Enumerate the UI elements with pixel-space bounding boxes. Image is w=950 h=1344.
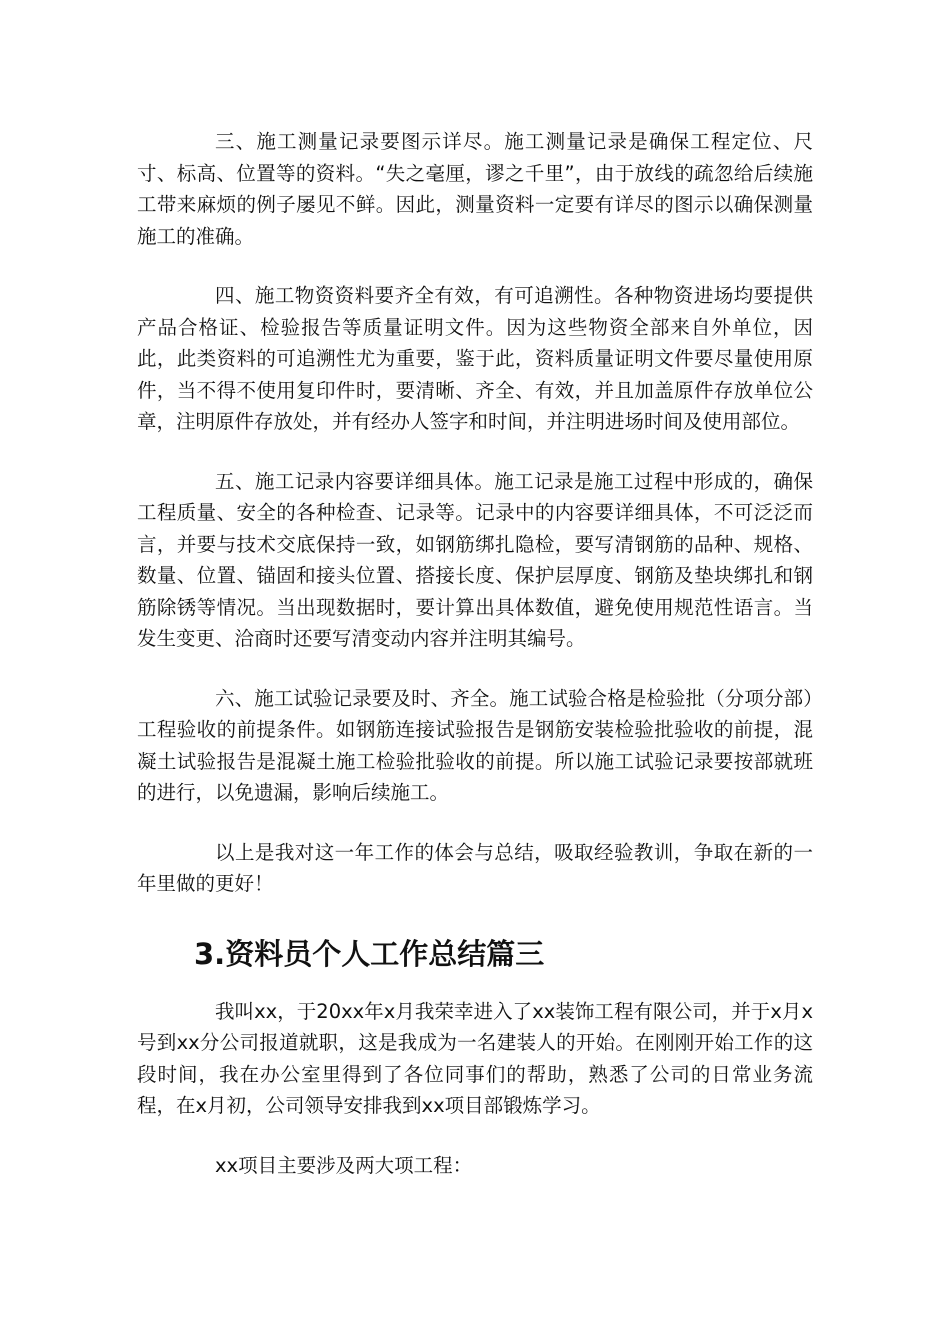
paragraph-closing: 以上是我对这一年工作的体会与总结，吸取经验教训，争取在新的一年里做的更好！ — [137, 840, 813, 895]
document-page — [137, 126, 813, 1181]
paragraph-construction-records: 五、施工记录内容要详细具体。施工记录是施工过程中形成的，确保工程质量、安全的各种检查、记录等。记录中的内容要详细具体，不可泛泛而言，并要与技术交底保持一致，如钢筋绑扎隐检，要写清钢筋的品种、规格、数量、位置、锚固和接头位置、搭接长度、保护层厚度、钢筋及垫块绑扎和钢筋除锈等情况。当出现数据时，要计算出具体数值，避免使用规范性语言。当发生变更、洽商时还要写清变动内容并注明其编号。 — [137, 469, 813, 650]
paragraph-material-records: 四、施工物资资料要齐全有效，有可追溯性。各种物资进场均要提供产品合格证、检验报告等质量证明文件。因为这些物资全部来自外单位，因此，此类资料的可追溯性尤为重要，鉴于此，资料质量证明文件要尽量使用原件，当不得不使用复印件时，要清晰、齐全、有效，并且加盖原件存放单位公章，注明原件存放处，并有经办人签字和时间，并注明进场时间及使用部位。 — [137, 284, 813, 433]
paragraph-test-records: 六、施工试验记录要及时、齐全。施工试验合格是检验批（分项分部）工程验收的前提条件。如钢筋连接试验报告是钢筋安装检验批验收的前提，混凝土试验报告是混凝土施工检验批验收的前提。所以施工试验记录要按部就班的进行，以免遗漏，影响后续施工。 — [137, 686, 813, 804]
paragraph-survey-records: 三、施工测量记录要图示详尽。施工测量记录是确保工程定位、尺寸、标高、位置等的资料。“失之毫厘，谬之千里”，由于放线的疏忽给后续施工带来麻烦的例子屡见不鲜。因此，测量资料一定要有详尽的图示以确保测量施工的准确。 — [137, 130, 813, 248]
paragraph-project: xx项目主要涉及两大项工程： — [215, 1153, 473, 1177]
paragraph-intro: 我叫xx，于20xx年x月我荣幸进入了xx装饰工程有限公司，并于x月x号到xx分公司报道就职，这是我成为一名建装人的开始。在刚刚开始工作的这段时间，我在办公室里得到了各位同事们的帮助，熟悉了公司的日常业务流程，在x月初，公司领导安排我到xx项目部锻炼学习。 — [137, 999, 813, 1117]
section-heading: 3.资料员个人工作总结篇三 — [194, 936, 545, 971]
